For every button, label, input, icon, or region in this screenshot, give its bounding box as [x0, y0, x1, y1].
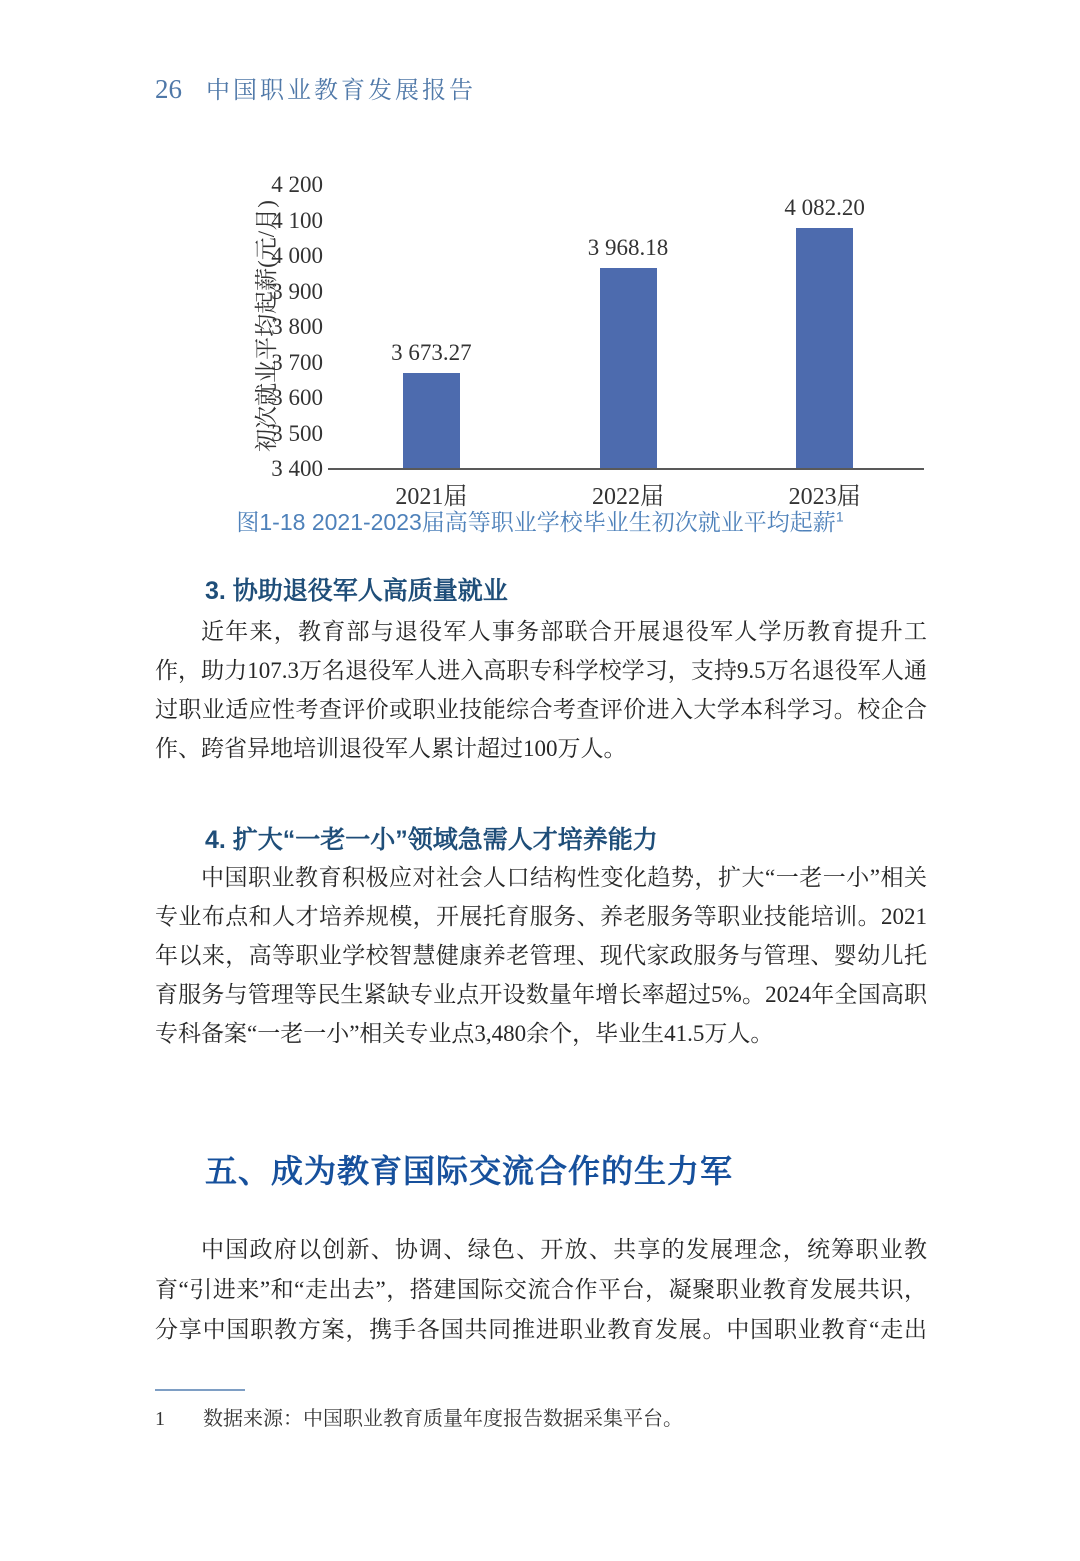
x-tick-label: 2023届	[788, 484, 861, 510]
y-tick-label: 3 700	[271, 349, 323, 375]
bar-chart	[240, 166, 930, 511]
y-tick-label: 3 400	[271, 456, 323, 481]
figure-caption-text: 图1-18 2021-2023届高等职业学校毕业生初次就业平均起薪	[236, 509, 836, 535]
y-tick-label: 3 800	[271, 314, 323, 339]
section-3-paragraph: 近年来，教育部与退役军人事务部联合开展退役军人学历教育提升工作，助力107.3万名退役军人进入高职专科学校学习，支持9.5万名退役军人通过职业适应性考查评价或职业技能综合考查评价进入大学本科学习。校企合作、跨省异地培训退役军人累计超过100万人。	[155, 619, 927, 761]
bar-value-label: 3 968.18	[587, 235, 669, 261]
section-4-heading: 4. 扩大“一老一小”领域急需人才培养能力	[205, 826, 658, 854]
y-tick-label: 3 500	[271, 420, 323, 446]
section-3-heading: 3. 协助退役军人高质量就业	[205, 577, 508, 605]
y-tick-label: 4 000	[271, 243, 323, 268]
footnote-text: 数据来源：中国职业教育质量年度报告数据采集平台。	[203, 1408, 683, 1430]
page-header	[155, 70, 476, 105]
figure-caption	[155, 504, 925, 537]
bar-2023届	[796, 228, 853, 470]
section-5-paragraph: 中国政府以创新、协调、绿色、开放、共享的发展理念，统筹职业教育“引进来”和“走出去”，搭建国际交流合作平台，凝聚职业教育发展共识，分享中国职教方案，携手各国共同推进职业教育发展。中国职业教育“走出	[155, 1237, 927, 1342]
y-tick-label: 3 900	[271, 278, 323, 304]
bar-value-label: 3 673.27	[391, 340, 472, 365]
plot-area	[333, 186, 923, 510]
y-tick-label: 4 100	[271, 207, 323, 233]
section-4-paragraph: 中国职业教育积极应对社会人口结构性变化趋势，扩大“一老一小”相关专业布点和人才培养规模，开展托育服务、养老服务等职业技能培训。2021年以来，高等职业学校智慧健康养老管理、现代家政服务与管理、婴幼儿托育服务与管理等民生紧缺专业点开设数量年增长率超过5%。2024年全国高职专科备案“一老一小”相关专业点3,480余个，毕业生41.5万人。	[155, 865, 927, 1046]
x-tick-label: 2021届	[395, 484, 468, 510]
footnote-divider	[155, 1389, 245, 1391]
footnote-marker: 1	[155, 1408, 165, 1430]
footnote-row	[155, 1402, 925, 1431]
footnote-reference-superscript: 1	[835, 508, 844, 525]
bar-2022届	[600, 268, 657, 470]
y-tick-label: 3 600	[271, 385, 323, 410]
section-5-heading: 五、成为教育国际交流合作的生力军	[205, 1153, 734, 1189]
bar-2021届	[403, 373, 460, 470]
x-tick-label: 2022届	[592, 484, 664, 510]
page-number: 26	[155, 74, 182, 104]
x-axis-line	[328, 468, 924, 470]
y-axis-ticks	[240, 166, 323, 511]
y-axis-label: 初次就业平均起薪(元/月)	[254, 200, 279, 452]
bar-value-label: 4 082.20	[784, 194, 865, 220]
y-tick-label: 4 200	[271, 172, 323, 197]
running-header-title: 中国职业教育发展报告	[206, 78, 476, 104]
